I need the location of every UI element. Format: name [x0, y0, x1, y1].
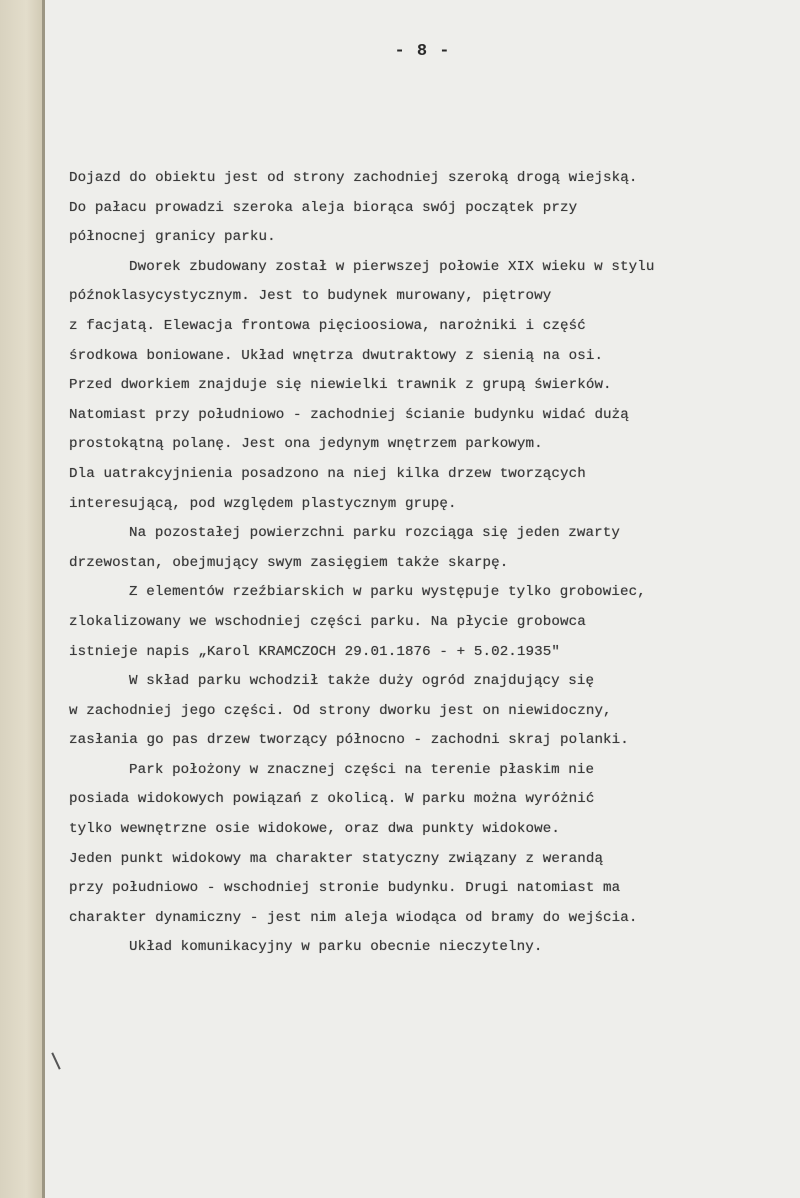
paragraph-start: Dworek zbudowany został w pierwszej połowie XIX wieku w stylu — [129, 258, 655, 275]
paragraph-start: Układ komunikacyjny w parku obecnie nieczytelny. — [129, 939, 543, 956]
text-line: charakter dynamiczny - jest nim aleja wiodąca od bramy do wejścia. — [69, 909, 638, 926]
text-line: tylko wewnętrzne osie widokowe, oraz dwa punkty widokowe. — [69, 821, 560, 838]
paragraph-start: Z elementów rzeźbiarskich w parku występuje tylko grobowiec, — [129, 584, 646, 601]
text-line: interesującą, pod względem plastycznym grupę. — [69, 495, 457, 512]
paragraph-start: Na pozostałej powierzchni parku rozciąga się jeden zwarty — [129, 525, 620, 542]
text-line: Przed dworkiem znajduje się niewielki trawnik z grupą świerków. — [69, 377, 612, 394]
paragraph-start: Park położony w znacznej części na terenie płaskim nie — [129, 761, 595, 778]
text-line: w zachodniej jego części. Od strony dworku jest on niewidoczny, — [69, 702, 612, 719]
text-line: późnoklasycystycznym. Jest to budynek murowany, piętrowy — [69, 288, 552, 305]
text-line: Dla uatrakcyjnienia posadzono na niej kilka drzew tworzących — [69, 465, 586, 482]
document-page — [45, 0, 800, 1198]
binding-strip — [0, 0, 44, 1198]
text-line: Dojazd do obiektu jest od strony zachodniej szeroką drogą wiejską. — [69, 170, 638, 186]
text-line: Do pałacu prowadzi szeroka aleja biorąca swój początek przy — [69, 199, 578, 216]
page-number: - 8 - — [394, 42, 451, 61]
text-line: istnieje napis „Karol KRAMCZOCH 29.01.1876 - + 5.02.1935" — [69, 643, 560, 660]
paragraph-start: W skład parku wchodził także duży ogród znajdujący się — [129, 673, 595, 690]
text-line: z facjatą. Elewacja frontowa pięcioosiowa, narożniki i część — [69, 317, 586, 334]
text-line: prostokątną polanę. Jest ona jedynym wnętrzem parkowym. — [69, 436, 543, 453]
text-line: zasłania go pas drzew tworzący północno - zachodni skraj polanki. — [69, 732, 629, 749]
text-line: posiada widokowych powiązań z okolicą. W parku można wyróżnić — [69, 791, 595, 808]
text-line: Jeden punkt widokowy ma charakter statyczny związany z werandą — [69, 850, 604, 867]
text-line: środkowa boniowane. Układ wnętrza dwutraktowy z sienią na osi. — [69, 347, 604, 364]
text-line: zlokalizowany we wschodniej części parku. Na płycie grobowca — [69, 613, 586, 630]
body-text — [69, 164, 789, 963]
text-line: drzewostan, obejmujący swym zasięgiem także skarpę. — [69, 554, 509, 571]
text-line: Natomiast przy południowo - zachodniej ścianie budynku widać dużą — [69, 406, 629, 423]
text-line: północnej granicy parku. — [69, 229, 276, 246]
text-line: przy południowo - wschodniej stronie budynku. Drugi natomiast ma — [69, 880, 621, 897]
